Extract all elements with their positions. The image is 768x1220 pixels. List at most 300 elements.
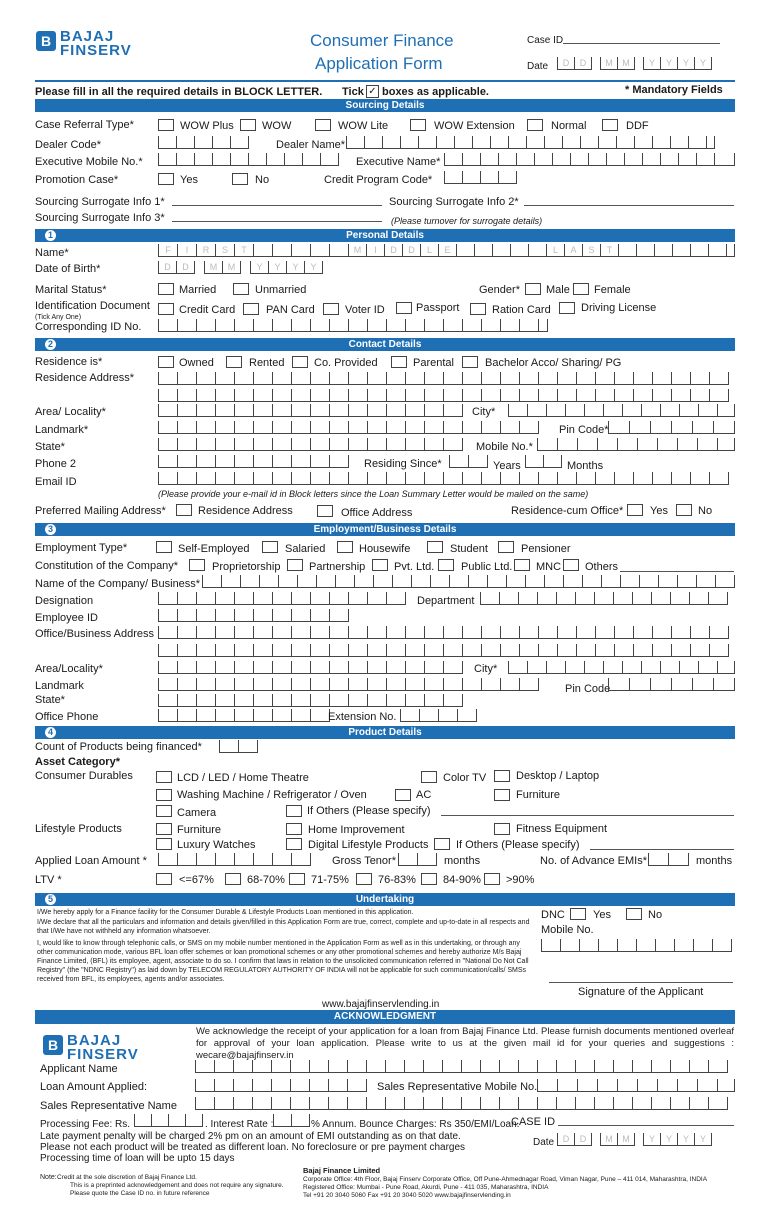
char-box[interactable]: [387, 626, 406, 639]
char-box[interactable]: [406, 404, 425, 417]
char-box[interactable]: [215, 1097, 234, 1110]
char-box[interactable]: [273, 472, 292, 485]
char-box[interactable]: [425, 678, 444, 691]
char-box[interactable]: [463, 171, 481, 184]
char-box[interactable]: [462, 1097, 481, 1110]
char-box[interactable]: [253, 1079, 272, 1092]
others-checkbox[interactable]: [563, 559, 579, 571]
char-box[interactable]: [311, 661, 330, 674]
date-box[interactable]: Y: [644, 57, 661, 70]
char-box[interactable]: [615, 644, 634, 657]
char-box[interactable]: [349, 678, 368, 691]
char-box[interactable]: [539, 319, 548, 332]
char-box[interactable]: [292, 404, 311, 417]
char-box[interactable]: D: [403, 244, 421, 257]
char-box[interactable]: [406, 472, 425, 485]
dnc-no-checkbox[interactable]: [626, 908, 642, 920]
char-box[interactable]: [292, 694, 311, 707]
char-box[interactable]: [699, 661, 718, 674]
char-box[interactable]: [425, 319, 444, 332]
char-box[interactable]: [469, 575, 488, 588]
char-box[interactable]: [607, 153, 625, 166]
char-box[interactable]: [406, 678, 425, 691]
char-box[interactable]: [292, 319, 311, 332]
char-box[interactable]: [159, 853, 178, 866]
char-box[interactable]: [330, 244, 349, 257]
char-box[interactable]: [348, 1079, 367, 1092]
date-box[interactable]: Y: [695, 57, 712, 70]
char-box[interactable]: [558, 372, 577, 385]
char-box[interactable]: [387, 694, 406, 707]
char-box[interactable]: [387, 372, 406, 385]
char-box[interactable]: [311, 626, 330, 639]
char-box[interactable]: [545, 136, 563, 149]
char-box[interactable]: M: [349, 244, 367, 257]
char-box[interactable]: [292, 244, 311, 257]
date-box[interactable]: Y: [661, 57, 678, 70]
char-box[interactable]: D: [575, 1133, 592, 1146]
char-box[interactable]: [195, 153, 213, 166]
char-box[interactable]: [547, 404, 566, 417]
char-box[interactable]: Y: [678, 1133, 695, 1146]
char-box[interactable]: [330, 455, 349, 468]
char-box[interactable]: [159, 455, 178, 468]
char-box[interactable]: [690, 1097, 709, 1110]
char-box[interactable]: S: [583, 244, 601, 257]
dealer-code-boxes[interactable]: [158, 136, 249, 149]
char-box[interactable]: [387, 472, 406, 485]
char-box[interactable]: [273, 694, 292, 707]
char-box[interactable]: [520, 678, 539, 691]
char-box[interactable]: [197, 319, 216, 332]
char-box[interactable]: [235, 644, 254, 657]
char-box[interactable]: [617, 136, 635, 149]
char-box[interactable]: [618, 438, 638, 451]
char-box[interactable]: [718, 1079, 735, 1092]
char-box[interactable]: [538, 592, 557, 605]
char-box[interactable]: [566, 404, 585, 417]
char-box[interactable]: [615, 626, 634, 639]
char-box[interactable]: [197, 389, 216, 402]
desktop-checkbox[interactable]: [494, 770, 510, 782]
char-box[interactable]: [330, 678, 349, 691]
char-box[interactable]: [291, 1097, 310, 1110]
unmarried-checkbox[interactable]: [233, 283, 249, 295]
char-box[interactable]: [231, 153, 249, 166]
char-box[interactable]: [539, 389, 558, 402]
char-box[interactable]: [714, 678, 735, 691]
char-box[interactable]: [651, 678, 672, 691]
char-box[interactable]: [637, 244, 655, 257]
char-box[interactable]: [488, 575, 507, 588]
char-box[interactable]: [680, 661, 699, 674]
self-employed-checkbox[interactable]: [156, 541, 172, 553]
char-box[interactable]: [387, 592, 406, 605]
char-box[interactable]: [311, 389, 330, 402]
pensioner-checkbox[interactable]: [498, 541, 514, 553]
char-box[interactable]: [329, 1060, 348, 1073]
char-box[interactable]: [501, 389, 520, 402]
char-box[interactable]: [715, 153, 735, 166]
char-box[interactable]: [697, 153, 715, 166]
char-box[interactable]: [463, 372, 482, 385]
char-box[interactable]: [401, 709, 420, 722]
char-box[interactable]: [482, 319, 501, 332]
char-box[interactable]: [589, 153, 607, 166]
char-box[interactable]: [292, 644, 311, 657]
char-box[interactable]: [714, 421, 735, 434]
char-box[interactable]: [349, 372, 368, 385]
char-box[interactable]: [693, 421, 714, 434]
char-box[interactable]: [526, 575, 545, 588]
char-box[interactable]: [254, 421, 273, 434]
char-box[interactable]: [292, 592, 311, 605]
char-box[interactable]: [652, 592, 671, 605]
char-box[interactable]: [329, 1079, 348, 1092]
char-box[interactable]: T: [235, 244, 254, 257]
male-checkbox[interactable]: [525, 283, 541, 295]
char-box[interactable]: [330, 472, 349, 485]
char-box[interactable]: [216, 421, 235, 434]
char-box[interactable]: [633, 592, 652, 605]
char-box[interactable]: M: [601, 1133, 618, 1146]
char-box[interactable]: [425, 404, 444, 417]
char-box[interactable]: [609, 421, 630, 434]
housewife-checkbox[interactable]: [337, 541, 353, 553]
char-box[interactable]: [178, 455, 197, 468]
digital-lifestyle-checkbox[interactable]: [286, 838, 302, 850]
char-box[interactable]: [659, 575, 678, 588]
char-box[interactable]: [406, 694, 425, 707]
char-box[interactable]: [253, 1060, 272, 1073]
char-box[interactable]: [604, 661, 623, 674]
char-box[interactable]: [216, 626, 235, 639]
char-box[interactable]: [424, 1060, 443, 1073]
char-box[interactable]: [651, 421, 672, 434]
char-box[interactable]: [710, 626, 729, 639]
char-box[interactable]: [241, 261, 251, 274]
char-box[interactable]: [406, 421, 425, 434]
char-box[interactable]: [558, 438, 578, 451]
char-box[interactable]: [235, 609, 254, 622]
char-box[interactable]: [159, 389, 178, 402]
char-box[interactable]: [330, 319, 349, 332]
signature-line[interactable]: [549, 982, 733, 983]
char-box[interactable]: [709, 1060, 728, 1073]
char-box[interactable]: [197, 678, 216, 691]
char-box[interactable]: [291, 1079, 310, 1092]
char-box[interactable]: [273, 372, 292, 385]
header-date-boxes[interactable]: [557, 57, 712, 70]
office-address-boxes-1[interactable]: [158, 626, 729, 639]
char-box[interactable]: [592, 1133, 601, 1146]
char-box[interactable]: [291, 1060, 310, 1073]
char-box[interactable]: [311, 694, 330, 707]
char-box[interactable]: [311, 472, 330, 485]
char-box[interactable]: [234, 1097, 253, 1110]
char-box[interactable]: [386, 1097, 405, 1110]
char-box[interactable]: [292, 609, 311, 622]
char-box[interactable]: [197, 438, 216, 451]
office-phone-boxes[interactable]: [158, 709, 330, 722]
char-box[interactable]: T: [601, 244, 619, 257]
char-box[interactable]: [499, 153, 517, 166]
char-box[interactable]: [727, 244, 735, 257]
char-box[interactable]: [292, 389, 311, 402]
char-box[interactable]: [349, 319, 368, 332]
char-box[interactable]: M: [618, 1133, 635, 1146]
ltv-67-checkbox[interactable]: [156, 873, 172, 885]
char-box[interactable]: [501, 421, 520, 434]
char-box[interactable]: [481, 171, 499, 184]
char-box[interactable]: [652, 1097, 671, 1110]
char-box[interactable]: [254, 244, 273, 257]
char-box[interactable]: [718, 438, 735, 451]
char-box[interactable]: M: [223, 261, 241, 274]
char-box[interactable]: [445, 171, 463, 184]
char-box[interactable]: [254, 455, 273, 468]
char-box[interactable]: [578, 1079, 598, 1092]
char-box[interactable]: [387, 438, 406, 451]
date-box[interactable]: D: [558, 57, 575, 70]
partnership-checkbox[interactable]: [287, 559, 303, 571]
char-box[interactable]: [577, 626, 596, 639]
res-address-boxes-2[interactable]: [158, 389, 729, 402]
credit-program-boxes[interactable]: [444, 171, 517, 184]
char-box[interactable]: [481, 1060, 500, 1073]
mnc-checkbox[interactable]: [514, 559, 530, 571]
char-box[interactable]: Y: [251, 261, 269, 274]
char-box[interactable]: [292, 678, 311, 691]
wow-extension-checkbox[interactable]: [410, 119, 426, 131]
char-box[interactable]: [310, 1060, 329, 1073]
char-box[interactable]: [254, 372, 273, 385]
char-box[interactable]: [614, 1097, 633, 1110]
char-box[interactable]: [618, 939, 637, 952]
voter-id-checkbox[interactable]: [323, 303, 339, 315]
luxury-watches-checkbox[interactable]: [156, 838, 172, 850]
char-box[interactable]: [458, 709, 477, 722]
char-box[interactable]: [538, 1079, 558, 1092]
char-box[interactable]: [577, 372, 596, 385]
char-box[interactable]: [235, 709, 254, 722]
char-box[interactable]: F: [159, 244, 178, 257]
char-box[interactable]: [528, 661, 547, 674]
char-box[interactable]: [563, 136, 581, 149]
department-boxes[interactable]: [480, 592, 728, 605]
char-box[interactable]: [709, 592, 728, 605]
char-box[interactable]: [311, 644, 330, 657]
char-box[interactable]: [538, 1097, 557, 1110]
pvt-ltd-checkbox[interactable]: [372, 559, 388, 571]
char-box[interactable]: [519, 1097, 538, 1110]
char-box[interactable]: A: [565, 244, 583, 257]
char-box[interactable]: [614, 1060, 633, 1073]
married-checkbox[interactable]: [158, 283, 174, 295]
char-box[interactable]: [260, 575, 279, 588]
ddf-checkbox[interactable]: [602, 119, 618, 131]
char-box[interactable]: [169, 1114, 186, 1127]
char-box[interactable]: [623, 661, 642, 674]
char-box[interactable]: [501, 372, 520, 385]
char-box[interactable]: [481, 592, 500, 605]
date-box[interactable]: M: [601, 57, 618, 70]
res-address-boxes-1[interactable]: [158, 372, 729, 385]
char-box[interactable]: [475, 244, 493, 257]
char-box[interactable]: [349, 661, 368, 674]
char-box[interactable]: [311, 678, 330, 691]
char-box[interactable]: [349, 404, 368, 417]
dnc-yes-checkbox[interactable]: [570, 908, 586, 920]
office-city-boxes[interactable]: [508, 661, 735, 674]
char-box[interactable]: [311, 609, 330, 622]
char-box[interactable]: [634, 644, 653, 657]
char-box[interactable]: [444, 404, 463, 417]
char-box[interactable]: [444, 421, 463, 434]
char-box[interactable]: [691, 244, 709, 257]
char-box[interactable]: [444, 626, 463, 639]
char-box[interactable]: [718, 661, 735, 674]
char-box[interactable]: [557, 1060, 576, 1073]
char-box[interactable]: [672, 644, 691, 657]
char-box[interactable]: [680, 404, 699, 417]
rented-checkbox[interactable]: [226, 356, 242, 368]
company-name-boxes[interactable]: [202, 575, 735, 588]
char-box[interactable]: [273, 853, 292, 866]
char-box[interactable]: [672, 389, 691, 402]
char-box[interactable]: [558, 626, 577, 639]
char-box[interactable]: [197, 421, 216, 434]
char-box[interactable]: [203, 575, 222, 588]
char-box[interactable]: [330, 609, 349, 622]
char-box[interactable]: [231, 136, 249, 149]
ack-proc-fee-boxes[interactable]: [134, 1114, 203, 1127]
char-box[interactable]: [634, 472, 653, 485]
char-box[interactable]: [671, 1097, 690, 1110]
designation-boxes[interactable]: [158, 592, 406, 605]
char-box[interactable]: [595, 1097, 614, 1110]
char-box[interactable]: [216, 438, 235, 451]
char-box[interactable]: [235, 389, 254, 402]
char-box[interactable]: [349, 389, 368, 402]
char-box[interactable]: [406, 319, 425, 332]
char-box[interactable]: [317, 575, 336, 588]
char-box[interactable]: [273, 421, 292, 434]
char-box[interactable]: [637, 939, 656, 952]
credit-card-checkbox[interactable]: [158, 303, 174, 315]
char-box[interactable]: [406, 661, 425, 674]
char-box[interactable]: [234, 1079, 253, 1092]
ack-applicant-boxes[interactable]: [195, 1060, 728, 1073]
char-box[interactable]: [691, 626, 710, 639]
char-box[interactable]: [197, 592, 216, 605]
exec-name-boxes[interactable]: [444, 153, 735, 166]
ssi1-line[interactable]: [172, 205, 382, 206]
char-box[interactable]: [691, 372, 710, 385]
char-box[interactable]: [491, 136, 509, 149]
char-box[interactable]: [501, 472, 520, 485]
char-box[interactable]: [279, 575, 298, 588]
char-box[interactable]: [152, 1114, 169, 1127]
cd-others-line[interactable]: [441, 815, 734, 816]
char-box[interactable]: [599, 136, 617, 149]
char-box[interactable]: [159, 626, 178, 639]
char-box[interactable]: [561, 939, 580, 952]
char-box[interactable]: [709, 244, 727, 257]
char-box[interactable]: [425, 644, 444, 657]
char-box[interactable]: [658, 1079, 678, 1092]
char-box[interactable]: [197, 694, 216, 707]
char-box[interactable]: Y: [287, 261, 305, 274]
char-box[interactable]: [298, 575, 317, 588]
char-box[interactable]: [368, 626, 387, 639]
char-box[interactable]: [235, 592, 254, 605]
char-box[interactable]: [178, 626, 197, 639]
char-box[interactable]: [412, 575, 431, 588]
dnc-mobile-boxes[interactable]: [541, 939, 732, 952]
char-box[interactable]: [539, 644, 558, 657]
char-box[interactable]: [444, 319, 463, 332]
ssi3-line[interactable]: [172, 221, 382, 222]
char-box[interactable]: [405, 1097, 424, 1110]
char-box[interactable]: [234, 1060, 253, 1073]
gross-tenor-boxes[interactable]: [398, 853, 437, 866]
char-box[interactable]: [254, 592, 273, 605]
char-box[interactable]: [292, 472, 311, 485]
char-box[interactable]: [273, 319, 292, 332]
char-box[interactable]: [216, 472, 235, 485]
char-box[interactable]: [690, 1060, 709, 1073]
char-box[interactable]: [596, 626, 615, 639]
char-box[interactable]: R: [197, 244, 216, 257]
char-box[interactable]: [387, 421, 406, 434]
others-line[interactable]: [620, 571, 734, 572]
char-box[interactable]: [615, 372, 634, 385]
char-box[interactable]: [577, 472, 596, 485]
char-box[interactable]: [406, 644, 425, 657]
cd-others-checkbox[interactable]: [286, 805, 302, 817]
state-boxes[interactable]: [158, 438, 463, 451]
char-box[interactable]: [557, 1097, 576, 1110]
char-box[interactable]: [618, 1079, 638, 1092]
char-box[interactable]: [197, 644, 216, 657]
char-box[interactable]: [303, 153, 321, 166]
char-box[interactable]: [690, 592, 709, 605]
office-landmark-boxes[interactable]: [158, 678, 539, 691]
char-box[interactable]: [274, 1114, 292, 1127]
char-box[interactable]: [178, 472, 197, 485]
char-box[interactable]: [197, 472, 216, 485]
char-box[interactable]: [419, 136, 437, 149]
char-box[interactable]: [178, 319, 197, 332]
ltv-70-checkbox[interactable]: [225, 873, 241, 885]
char-box[interactable]: [368, 438, 387, 451]
char-box[interactable]: [596, 472, 615, 485]
char-box[interactable]: [235, 404, 254, 417]
char-box[interactable]: [235, 421, 254, 434]
passport-checkbox[interactable]: [396, 302, 412, 314]
char-box[interactable]: [655, 244, 673, 257]
char-box[interactable]: [545, 575, 564, 588]
char-box[interactable]: [678, 438, 698, 451]
char-box[interactable]: [349, 644, 368, 657]
char-box[interactable]: [710, 644, 729, 657]
char-box[interactable]: [501, 678, 520, 691]
ack-sales-name-boxes[interactable]: [195, 1097, 728, 1110]
char-box[interactable]: [463, 319, 482, 332]
char-box[interactable]: [178, 609, 197, 622]
char-box[interactable]: [186, 1114, 203, 1127]
